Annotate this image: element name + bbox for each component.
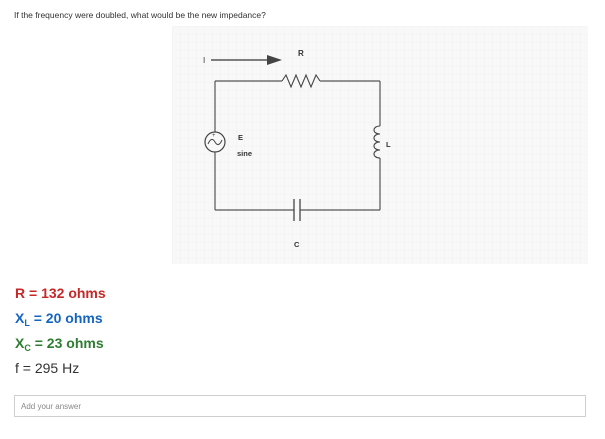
capacitive-reactance-value	[15, 332, 106, 357]
circuit-diagram	[172, 26, 588, 264]
current-label: I	[203, 56, 206, 65]
xc-value: = 23 ohms	[30, 335, 104, 351]
answer-input[interactable]	[15, 397, 585, 417]
resistance-value: R = 132 ohms	[15, 285, 106, 301]
given-values	[15, 282, 106, 382]
xl-value: = 20 ohms	[29, 310, 103, 326]
inductive-reactance-value	[15, 307, 106, 332]
frequency-value: f = 295 Hz	[15, 360, 80, 376]
capacitor-label: C	[294, 240, 300, 249]
inductor-label: L	[386, 140, 391, 149]
resistor-label: R	[298, 49, 304, 58]
question-text: If the frequency were doubled, what would be the new impedance?	[14, 10, 266, 20]
grid-lines	[172, 26, 588, 264]
xc-subscript: C	[24, 343, 31, 353]
plus-sign: +	[212, 133, 216, 139]
answer-field-container	[14, 395, 586, 417]
xl-subscript: L	[24, 318, 30, 328]
source-name: E	[238, 133, 244, 142]
source-type: sine	[237, 149, 253, 158]
circuit-svg	[172, 26, 588, 264]
xl-prefix: X	[15, 310, 25, 326]
xc-prefix: X	[15, 335, 25, 351]
